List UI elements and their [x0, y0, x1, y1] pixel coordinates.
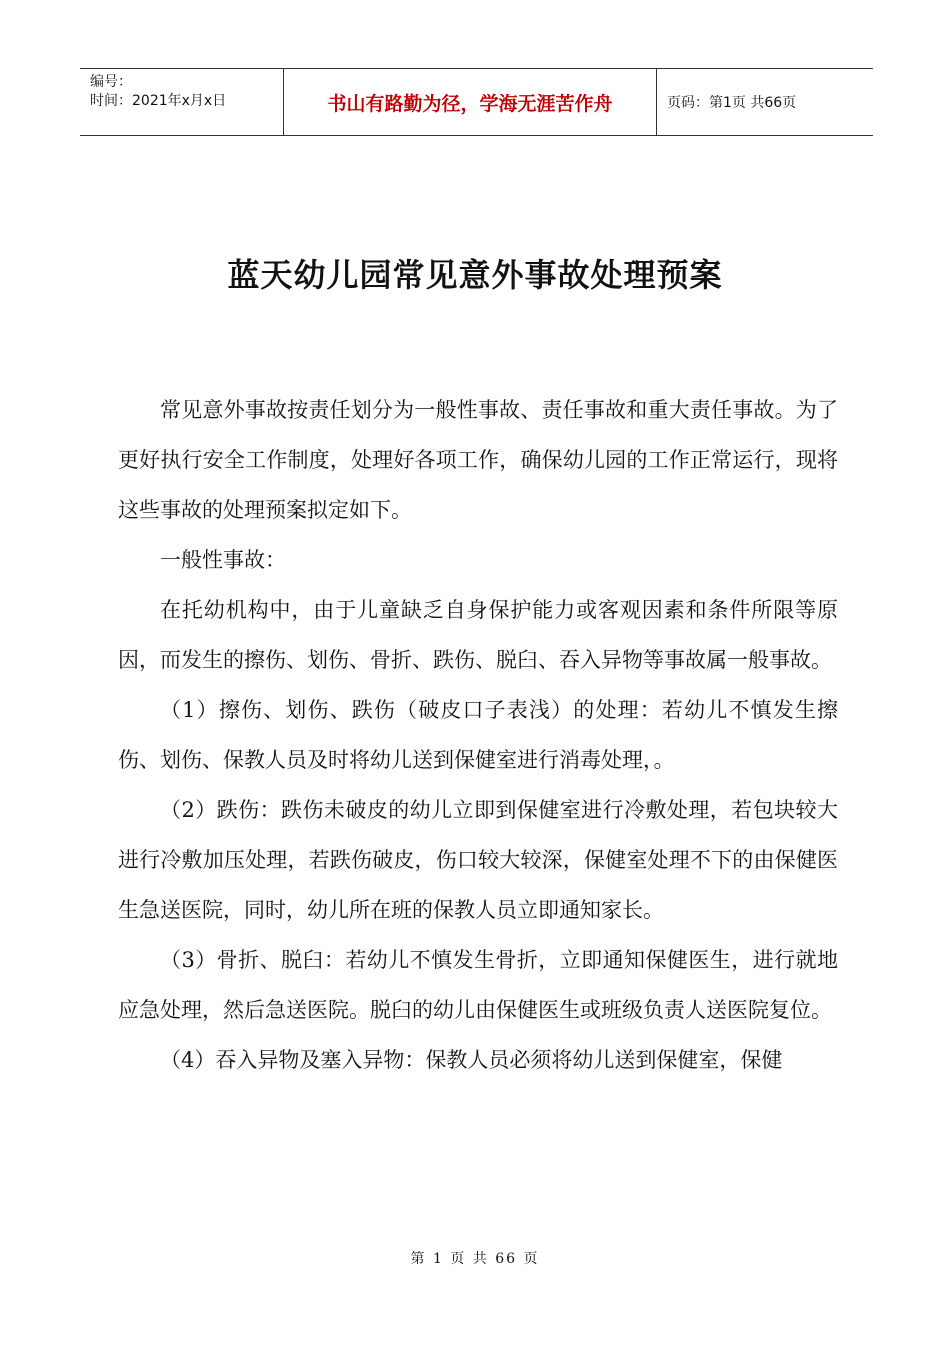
paragraph: （4）吞入异物及塞入异物：保教人员必须将幼儿送到保健室，保健 [160, 1048, 783, 1072]
paragraph: 一般性事故： [160, 548, 286, 572]
document-body [118, 385, 838, 1085]
motto-text: 书山有路勤为径，学海无涯苦作舟 [327, 92, 613, 115]
time-label: 时间：2021年x月x日 [90, 93, 227, 109]
paragraph: （1）擦伤、划伤、跌伤（破皮口子表浅）的处理：若幼儿不慎发生擦伤、划伤、保教人员及时将幼儿送到保健室进行消毒处理，。 [118, 698, 838, 772]
header-table [80, 68, 873, 136]
document-title: 蓝天幼儿园常见意外事故处理预案 [227, 256, 723, 294]
paragraph: （3）骨折、脱臼：若幼儿不慎发生骨折，立即通知保健医生，进行就地应急处理，然后急送医院。脱臼的幼儿由保健医生或班级负责人送医院复位。 [118, 948, 838, 1022]
page-info-cell [657, 69, 873, 135]
paragraph: 在托幼机构中，由于儿童缺乏自身保护能力或客观因素和条件所限等原因，而发生的擦伤、划伤、骨折、跌伤、脱臼、吞入异物等事故属一般事故。 [118, 598, 838, 672]
paragraph: （2）跌伤：跌伤未破皮的幼儿立即到保健室进行冷敷处理，若包块较大进行冷敷加压处理，若跌伤破皮，伤口较大较深，保健室处理不下的由保健医生急送医院，同时，幼儿所在班的保教人员立即通知家长。 [118, 798, 838, 922]
paragraph: 常见意外事故按责任划分为一般性事故、责任事故和重大责任事故。为了更好执行安全工作制度，处理好各项工作，确保幼儿园的工作正常运行，现将这些事故的处理预案拟定如下。 [118, 398, 838, 522]
page-info-text: 页码：第1页 共66页 [667, 95, 797, 111]
page-footer: 第 1 页 共 66 页 [410, 1251, 540, 1267]
motto-cell [284, 69, 657, 135]
header-meta-cell [80, 69, 284, 135]
number-label: 编号： [90, 74, 132, 90]
